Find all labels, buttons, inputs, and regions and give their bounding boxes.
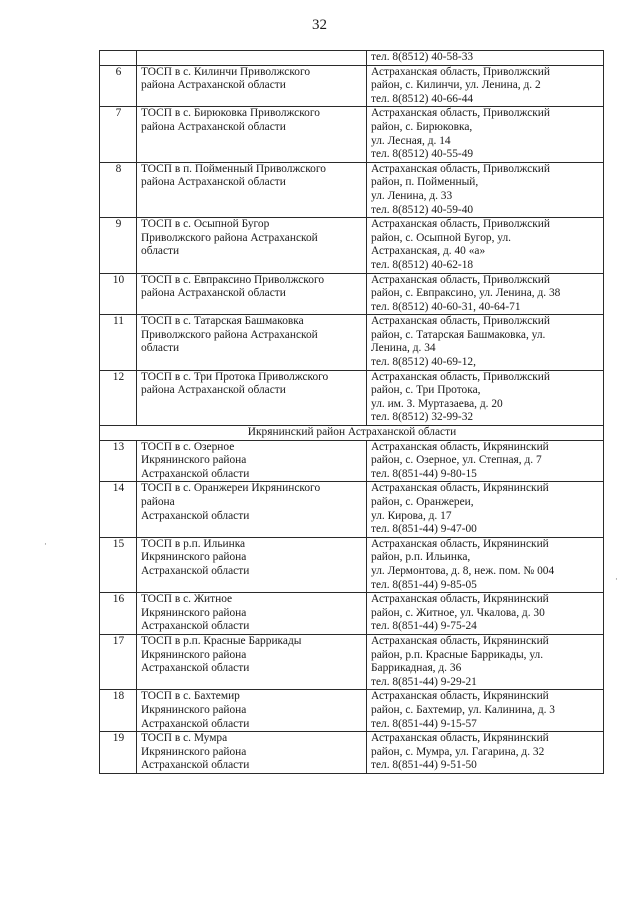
page-number: 32	[312, 17, 327, 33]
address-line: тел. 8(8512) 40-60-31, 40-64-71	[371, 300, 521, 313]
address-line: район, с. Оранжереи,	[371, 496, 474, 508]
row-address	[367, 440, 604, 482]
row-name	[137, 537, 367, 592]
row-number: 16	[100, 593, 137, 635]
address-line: ул. Ленина, д. 33	[371, 189, 453, 202]
table-group-privolzhsky	[100, 65, 604, 425]
address-line: тел. 8(8512) 40-62-18	[371, 258, 474, 271]
row-address	[367, 634, 604, 689]
name-line: Икрянинского района	[141, 703, 247, 716]
address-line: тел. 8(8512) 40-69-12,	[371, 356, 476, 369]
row-name	[137, 162, 367, 217]
address-line: тел. 8(8512) 40-55-49	[371, 148, 474, 161]
table-row	[100, 273, 604, 315]
row-number: 13	[100, 440, 137, 482]
row-number	[100, 51, 137, 66]
address-line: тел. 8(8512) 40-66-44	[371, 92, 474, 105]
table-row-continued	[100, 51, 604, 66]
name-line: Икрянинского района	[141, 454, 247, 467]
address-line: тел. 8(8512) 32-99-32	[371, 411, 474, 424]
name-line: Астраханской области	[141, 662, 250, 675]
name-line: Астраханской области	[141, 759, 250, 772]
table-row	[100, 537, 604, 592]
row-address	[367, 273, 604, 315]
address-line: Астраханская область, Икрянинский	[371, 690, 549, 703]
table-row	[100, 315, 604, 370]
table-row	[100, 732, 604, 774]
name-line: Астраханской области	[141, 620, 250, 633]
row-number: 17	[100, 634, 137, 689]
scan-dot: ·	[615, 575, 618, 585]
row-address	[367, 107, 604, 162]
address-line: тел. 8(8512) 40-59-40	[371, 203, 474, 216]
name-line: Икрянинского района	[141, 606, 247, 619]
address-line: район, с. Осыпной Бугор, ул.	[371, 231, 512, 244]
row-name	[137, 593, 367, 635]
address-line: тел. 8(851-44) 9-75-24	[371, 620, 477, 633]
name-line: Астраханской области	[141, 509, 250, 522]
row-name	[137, 107, 367, 162]
row-name	[137, 370, 367, 425]
address-line: район, с. Бирюковка,	[371, 120, 473, 133]
row-name	[137, 690, 367, 732]
row-address	[367, 370, 604, 425]
row-number: 11	[100, 315, 137, 370]
name-line: области	[141, 245, 180, 258]
row-name	[137, 634, 367, 689]
name-line: района	[141, 496, 175, 508]
address-line: Астраханская область, Приволжский	[371, 218, 550, 231]
name-line: ТОСП в с. Килинчи Приволжского	[141, 65, 311, 78]
name-line: Астраханской области	[141, 564, 250, 577]
name-line: Икрянинского района	[141, 551, 247, 564]
name-line: ТОСП в р.п. Ильинка	[141, 537, 246, 550]
address-line: район, р.п. Красные Баррикады, ул.	[371, 648, 544, 661]
scan-dot: ·	[44, 540, 47, 550]
address-line: Астраханская область, Приволжский	[371, 65, 550, 78]
address-line: Ленина, д. 34	[371, 342, 436, 355]
row-number: 12	[100, 370, 137, 425]
name-line: района Астраханской области	[141, 287, 286, 300]
address-line: Астраханская область, Приволжский	[371, 107, 550, 120]
row-number: 15	[100, 537, 137, 592]
name-line: Приволжского района Астраханской	[141, 328, 318, 341]
address-line: Астраханская область, Икрянинский	[371, 440, 549, 453]
address-line: ул. им. З. Муртазаева, д. 20	[371, 397, 503, 410]
address-line: Астраханская область, Икрянинский	[371, 732, 549, 745]
name-line: Астраханской области	[141, 717, 250, 730]
table-row	[100, 218, 604, 273]
table-row	[100, 65, 604, 107]
row-name	[137, 732, 367, 774]
row-number: 8	[100, 162, 137, 217]
row-number: 14	[100, 482, 137, 537]
address-line: Астраханская область, Икрянинский	[371, 593, 549, 606]
address-line: район, п. Пойменный,	[371, 176, 479, 189]
row-address	[367, 593, 604, 635]
row-number: 7	[100, 107, 137, 162]
address-line: тел. 8(851-44) 9-29-21	[371, 675, 477, 688]
address-line: тел. 8(851-44) 9-80-15	[371, 467, 477, 480]
address-line: район, с. Три Протока,	[371, 384, 481, 397]
address-line: район, с. Татарская Башмаковка, ул.	[371, 328, 546, 341]
name-line: Икрянинского района	[141, 745, 247, 758]
row-number: 18	[100, 690, 137, 732]
row-address	[367, 65, 604, 107]
section-heading: Икрянинский район Астраханской области	[100, 426, 604, 441]
name-line: области	[141, 342, 180, 355]
name-line: ТОСП в с. Евпраксино Приволжского	[141, 273, 325, 286]
address-line: ул. Лермонтова, д. 8, неж. пом. № 004	[371, 564, 555, 577]
registry-table	[99, 50, 604, 774]
table-group-ikryaninsky	[100, 440, 604, 773]
address-line: Астраханская область, Приволжский	[371, 162, 550, 175]
table-row	[100, 593, 604, 635]
name-line: района Астраханской области	[141, 384, 286, 397]
row-address	[367, 218, 604, 273]
section-heading-row	[100, 426, 604, 441]
table-row	[100, 440, 604, 482]
address-line: Астраханская область, Икрянинский	[371, 537, 549, 550]
address-line: район, с. Озерное, ул. Степная, д. 7	[371, 454, 542, 467]
row-name	[137, 218, 367, 273]
name-line: района Астраханской области	[141, 120, 286, 133]
name-line: ТОСП в с. Оранжереи Икрянинского	[141, 482, 321, 495]
address-line: район, с. Мумра, ул. Гагарина, д. 32	[371, 745, 545, 758]
address-line: тел. 8(851-44) 9-47-00	[371, 523, 477, 536]
name-line: ТОСП в с. Три Протока Приволжского	[141, 370, 329, 383]
row-name	[137, 65, 367, 107]
address-line: ул. Кирова, д. 17	[371, 509, 452, 522]
row-number: 19	[100, 732, 137, 774]
row-name	[137, 51, 367, 66]
table-row	[100, 107, 604, 162]
row-address	[367, 690, 604, 732]
address-line: район, с. Житное, ул. Чкалова, д. 30	[371, 606, 545, 619]
row-number: 6	[100, 65, 137, 107]
address-line: Астраханская область, Икрянинский	[371, 634, 549, 647]
address-line: Астраханская область, Приволжский	[371, 273, 550, 286]
row-address	[367, 732, 604, 774]
row-name	[137, 482, 367, 537]
row-number: 9	[100, 218, 137, 273]
row-address	[367, 162, 604, 217]
row-name	[137, 273, 367, 315]
name-line: Икрянинского района	[141, 648, 247, 661]
address-line: Астраханская, д. 40 «а»	[371, 245, 486, 258]
name-line: ТОСП в с. Житное	[141, 593, 233, 606]
row-address	[367, 51, 604, 66]
row-address	[367, 315, 604, 370]
name-line: ТОСП в с. Татарская Башмаковка	[141, 315, 304, 328]
table-row	[100, 162, 604, 217]
name-line: ТОСП в с. Бирюковка Приволжского	[141, 107, 320, 120]
name-line: ТОСП в п. Пойменный Приволжского	[141, 162, 326, 175]
table-row	[100, 370, 604, 425]
address-line: тел. 8(8512) 40-58-33	[371, 51, 474, 63]
address-line: район, с. Килинчи, ул. Ленина, д. 2	[371, 79, 541, 92]
name-line: ТОСП в р.п. Красные Баррикады	[141, 634, 302, 647]
address-line: тел. 8(851-44) 9-51-50	[371, 759, 477, 772]
row-number: 10	[100, 273, 137, 315]
address-line: Баррикадная, д. 36	[371, 662, 462, 675]
name-line: района Астраханской области	[141, 79, 286, 92]
name-line: ТОСП в с. Озерное	[141, 440, 235, 453]
row-address	[367, 537, 604, 592]
row-address	[367, 482, 604, 537]
address-line: район, с. Бахтемир, ул. Калинина, д. 3	[371, 703, 556, 716]
address-line: тел. 8(851-44) 9-15-57	[371, 717, 477, 730]
address-line: ул. Лесная, д. 14	[371, 134, 451, 147]
address-line: тел. 8(851-44) 9-85-05	[371, 578, 477, 591]
name-line: ТОСП в с. Бахтемир	[141, 690, 240, 703]
table-row	[100, 482, 604, 537]
name-line: Астраханской области	[141, 467, 250, 480]
table-row	[100, 634, 604, 689]
name-line: ТОСП в с. Осыпной Бугор	[141, 218, 270, 231]
name-line: Приволжского района Астраханской	[141, 231, 318, 244]
address-line: Астраханская область, Приволжский	[371, 315, 550, 328]
name-line: района Астраханской области	[141, 176, 286, 189]
name-line: ТОСП в с. Мумра	[141, 732, 228, 745]
table-row	[100, 690, 604, 732]
row-name	[137, 440, 367, 482]
address-line: Астраханская область, Икрянинский	[371, 482, 549, 495]
address-line: район, р.п. Ильинка,	[371, 551, 471, 564]
row-name	[137, 315, 367, 370]
address-line: район, с. Евпраксино, ул. Ленина, д. 38	[371, 287, 561, 300]
address-line: Астраханская область, Приволжский	[371, 370, 550, 383]
